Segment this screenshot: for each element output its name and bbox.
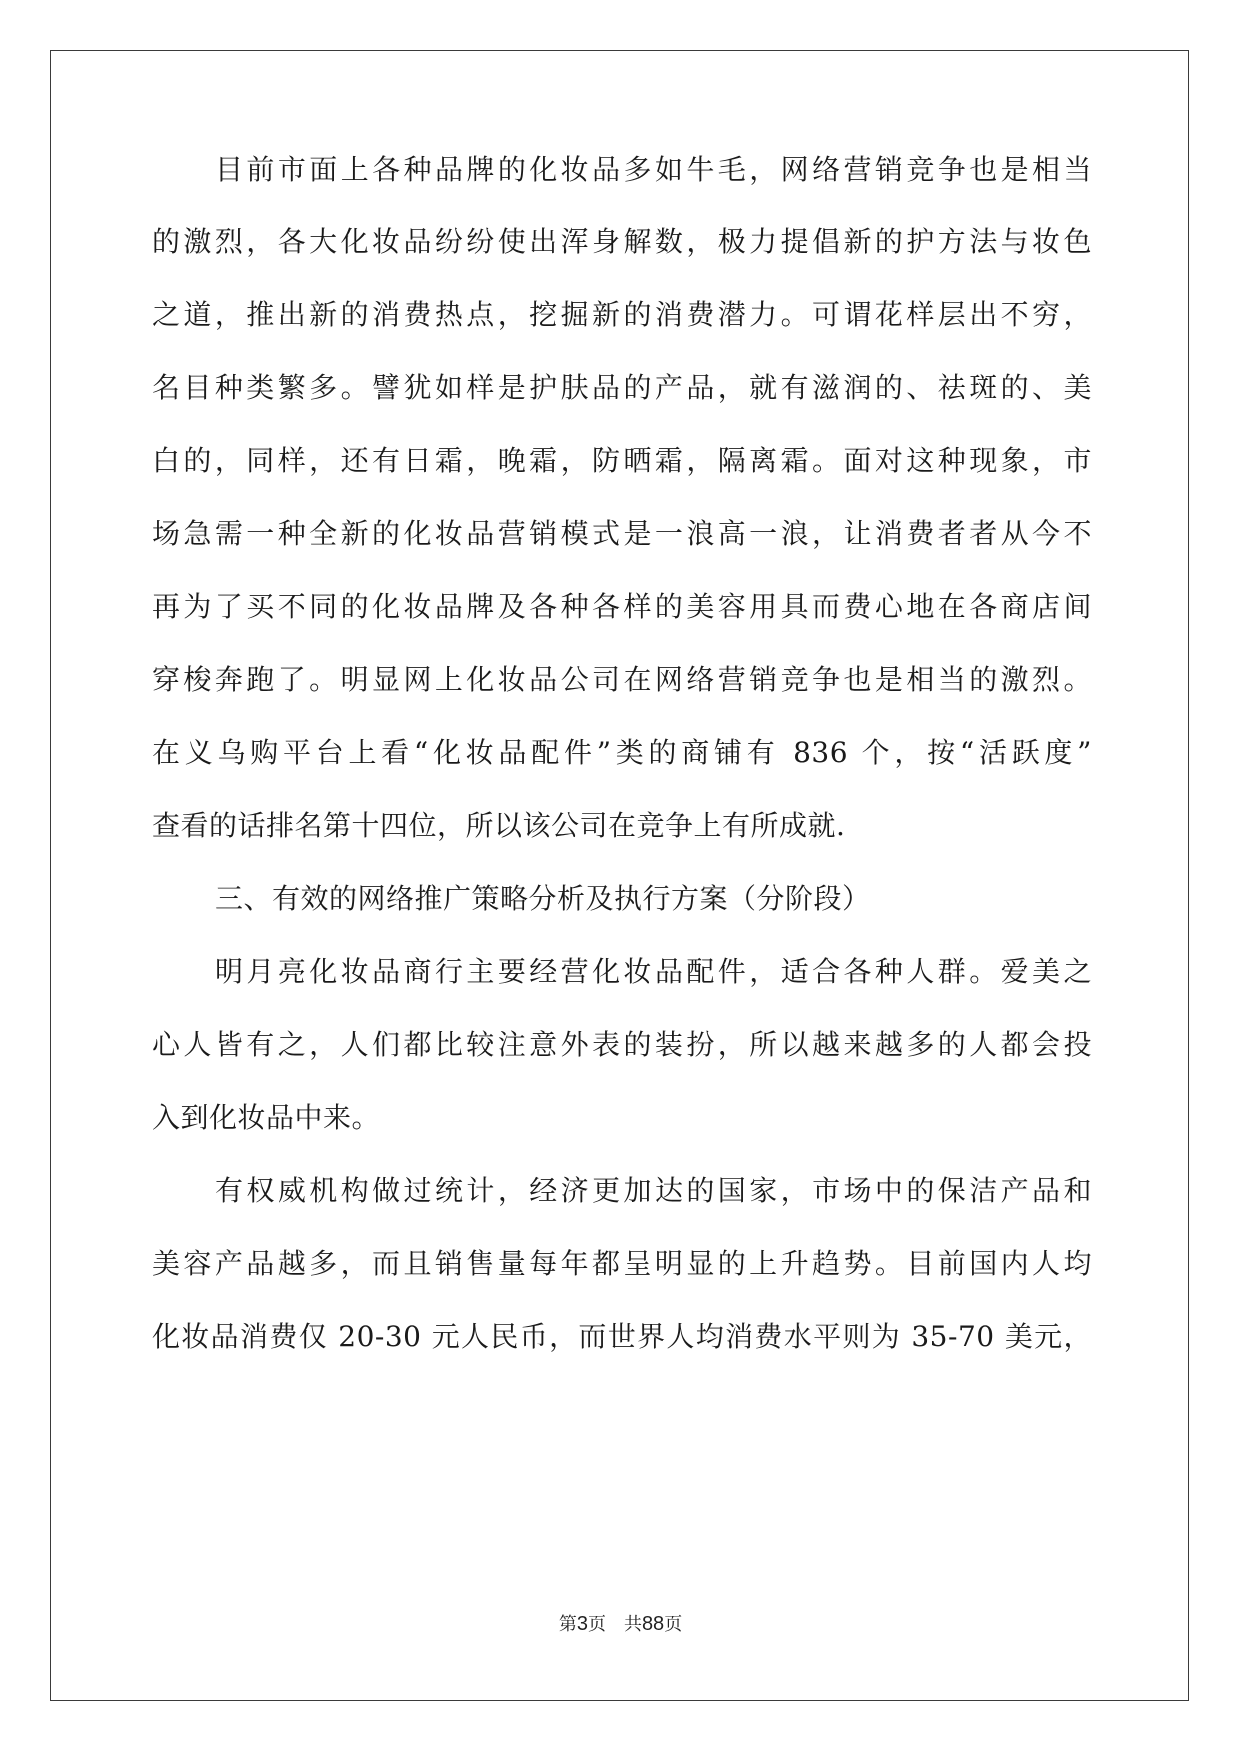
body-line-13: 心人皆有之，人们都比较注意外表的装扮，所以越来越多的人都会投 — [152, 1028, 1092, 1061]
page-prefix: 第 — [558, 1614, 577, 1635]
body-line-17: 化妆品消费仅 20-30 元人民币，而世界人均消费水平则为 35-70 美元， — [152, 1320, 1092, 1353]
body-line-15: 有权威机构做过统计，经济更加达的国家，市场中的保洁产品和 — [215, 1174, 1092, 1207]
body-line-10: 查看的话排名第十四位，所以该公司在竞争上有所成就. — [152, 809, 846, 842]
body-line-6: 场急需一种全新的化妆品营销模式是一浪高一浪，让消费者者从今不 — [152, 517, 1092, 550]
body-line-14: 入到化妆品中来。 — [152, 1101, 381, 1134]
body-line-7: 再为了买不同的化妆品牌及各种各样的美容用具而费心地在各商店间 — [152, 590, 1092, 623]
page-suffix: 页 — [587, 1614, 606, 1635]
body-line-12: 明月亮化妆品商行主要经营化妆品配件，适合各种人群。爱美之 — [215, 955, 1092, 988]
body-line-3: 之道，推出新的消费热点，挖掘新的消费潜力。可谓花样层出不穷， — [152, 298, 1092, 331]
page-footer — [0, 1612, 1241, 1637]
body-line-9: 在义乌购平台上看“化妆品配件”类的商铺有 836 个，按“活跃度” — [152, 736, 1092, 769]
page-total: 88 — [641, 1613, 665, 1635]
section-heading: 三、有效的网络推广策略分析及执行方案（分阶段） — [215, 882, 871, 915]
body-line-5: 白的，同样，还有日霜，晚霜，防晒霜，隔离霜。面对这种现象，市 — [152, 444, 1092, 477]
body-line-1: 目前市面上各种品牌的化妆品多如牛毛，网络营销竞争也是相当 — [215, 153, 1092, 186]
page-current: 3 — [576, 1613, 588, 1635]
body-line-4: 名目种类繁多。譬犹如样是护肤品的产品，就有滋润的、祛斑的、美 — [152, 371, 1092, 404]
body-line-2: 的激烈，各大化妆品纷纷使出浑身解数，极力提倡新的护方法与妆色 — [152, 225, 1092, 258]
body-line-16: 美容产品越多，而且销售量每年都呈明显的上升趋势。目前国内人均 — [152, 1247, 1092, 1280]
body-line-8: 穿梭奔跑了。明显网上化妆品公司在网络营销竞争也是相当的激烈。 — [152, 663, 1092, 696]
total-prefix: 共 — [623, 1614, 642, 1635]
total-suffix: 页 — [664, 1614, 683, 1635]
